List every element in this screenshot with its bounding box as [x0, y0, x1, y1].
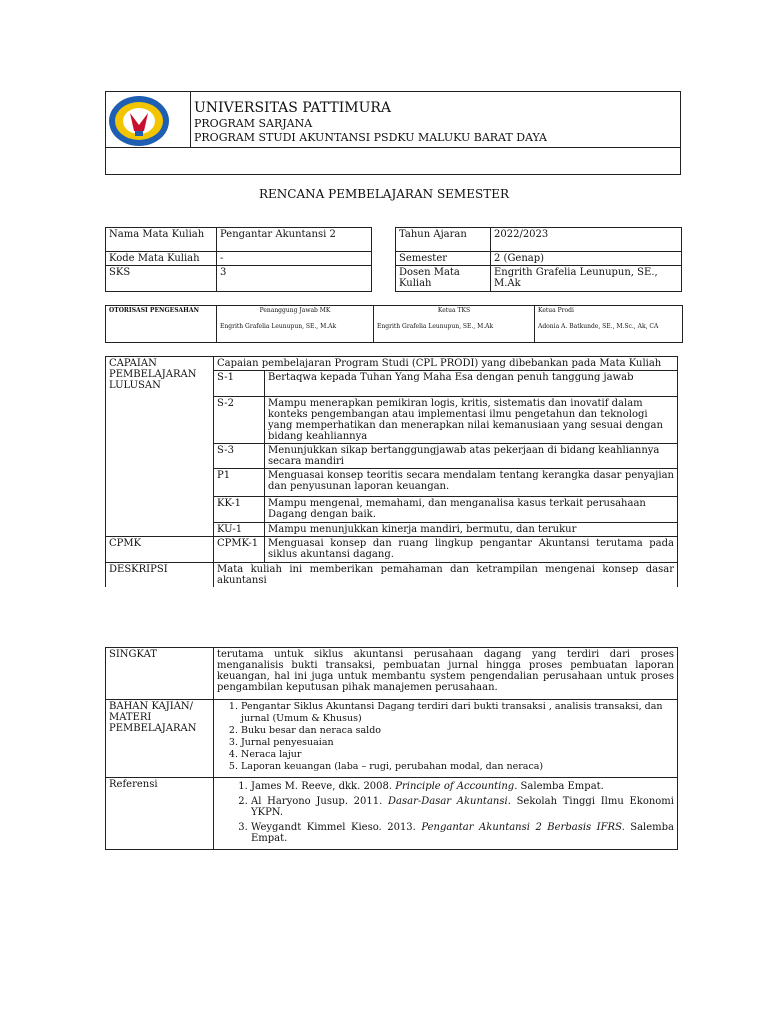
- authorization-col-2: [374, 306, 535, 343]
- cpl-text: Menguasai konsep teoritis secara mendalam tentang kerangka dasar penyajian dan penyusunan laporan keuangan.: [265, 469, 678, 497]
- description-label-continued: SINGKAT: [106, 648, 214, 700]
- course-coordinator-name: Engrith Grafelia Leunupun, SE., M.Ak: [220, 323, 337, 330]
- lecturer-label: Dosen Mata Kuliah: [396, 266, 491, 292]
- cpl-code: KK-1: [214, 497, 265, 523]
- description-text-part2: terutama untuk siklus akuntansi perusahaan dagang yang terdiri dari proses menganalisis bukti transaksi, pembuatan jurnal hingga proses pembuatan laporan keuangan, hal ini juga untuk membantu system pengendalian perusahaan untuk proses pengambilan keputusan pihak manajemen perusahaan.: [214, 648, 678, 700]
- list-item: 5. Laporan keuangan (laba – rugi, perubahan modal, dan neraca): [241, 761, 674, 773]
- list-item: 3. Weygandt Kimmel Kieso. 2013. Pengantar Akuntansi 2 Berbasis IFRS. Salemba Empat.: [251, 822, 674, 845]
- list-item: 3. Jurnal penyesuaian: [241, 737, 674, 749]
- authorization-col-1: [217, 306, 374, 343]
- list-item: 1. James M. Reeve, dkk. 2008. Principle of Accounting. Salemba Empat.: [251, 781, 674, 793]
- header-divider: [190, 91, 191, 147]
- list-item: 2. Buku besar dan neraca saldo: [241, 725, 674, 737]
- references-cell: [214, 778, 678, 850]
- academic-year-value: 2022/2023: [491, 228, 682, 252]
- course-code-label: Kode Mata Kuliah: [106, 252, 217, 266]
- materials-list: [217, 701, 674, 773]
- page-title: RENCANA PEMBELAJARAN SEMESTER: [259, 187, 509, 201]
- course-name-label: Nama Mata Kuliah: [106, 228, 217, 252]
- list-item: 1. Pengantar Siklus Akuntansi Dagang terdiri dari bukti transaksi , analisis transaksi, dan jurnal (Umum & Khusus): [241, 701, 674, 725]
- cpl-label: CAPAIAN PEMBELAJARAN LULUSAN: [106, 357, 214, 537]
- cpl-text: Mampu menunjukkan kinerja mandiri, bermutu, dan terukur: [265, 523, 678, 537]
- references-list: [217, 781, 674, 845]
- authorization-table: [105, 305, 683, 343]
- description-text-part1: Mata kuliah ini memberikan pemahaman dan ketrampilan mengenai konsep dasar akuntansi: [214, 563, 678, 588]
- program-head-title: Ketua Prodi: [538, 307, 574, 314]
- lecturer-value: Engrith Grafelia Leunupun, SE., M.Ak: [491, 266, 682, 292]
- cpl-code: S-3: [214, 444, 265, 469]
- cpl-text: Mampu mengenal, memahami, dan menganalisa kasus terkait perusahaan Dagang dengan baik.: [265, 497, 678, 523]
- materials-label: BAHAN KAJIAN/ MATERI PEMBELAJARAN: [106, 700, 214, 778]
- cpl-text: Mampu menerapkan pemikiran logis, kritis, sistematis dan inovatif dalam konteks pengembangan atau implementasi ilmu pengetahun dan teknologi yang memperhatikan dan menerapkan nilai kemanusiaan yang sesuai dengan bidang keahliannya: [265, 397, 678, 444]
- tks-head-title: Ketua TKS: [437, 307, 471, 314]
- cpl-code: S-1: [214, 371, 265, 397]
- cpl-code: KU-1: [214, 523, 265, 537]
- cpmk-text: Menguasai konsep dan ruang lingkup pengantar Akuntansi terutama pada siklus akuntansi dagang.: [265, 537, 678, 563]
- cpl-intro: Capaian pembelajaran Program Studi (CPL PRODI) yang dibebankan pada Mata Kuliah: [214, 357, 678, 371]
- course-info-right-table: [395, 227, 682, 292]
- learning-outcomes-table: [105, 356, 678, 587]
- authorization-col-3: [535, 306, 683, 343]
- tks-head-name: Engrith Grafelia Leunupun, SE., M.Ak: [377, 323, 494, 330]
- course-info-left-table: [105, 227, 372, 292]
- description-label: DESKRIPSI: [106, 563, 214, 588]
- cpl-text: Menunjukkan sikap bertanggungjawab atas pekerjaan di bidang keahliannya secara mandiri: [265, 444, 678, 469]
- course-code-value: -: [217, 252, 372, 266]
- university-seal-icon: [108, 95, 170, 147]
- authorization-label: OTORISASI PENGESAHAN: [106, 306, 217, 343]
- university-name: UNIVERSITAS PATTIMURA: [194, 100, 392, 116]
- credits-value: 3: [217, 266, 372, 292]
- semester-label: Semester: [396, 252, 491, 266]
- materials-cell: [214, 700, 678, 778]
- cpmk-label: CPMK: [106, 537, 214, 563]
- header-divider-horizontal: [105, 147, 681, 148]
- study-program-name: PROGRAM STUDI AKUNTANSI PSDKU MALUKU BARAT DAYA: [194, 131, 547, 144]
- credits-label: SKS: [106, 266, 217, 292]
- cpl-text: Bertaqwa kepada Tuhan Yang Maha Esa dengan penuh tanggung jawab: [265, 371, 678, 397]
- cpl-code: S-2: [214, 397, 265, 444]
- cpl-code: P1: [214, 469, 265, 497]
- course-name-value: Pengantar Akuntansi 2: [217, 228, 372, 252]
- list-item: 2. Al Haryono Jusup. 2011. Dasar-Dasar Akuntansi. Sekolah Tinggi Ilmu Ekonomi YKPN.: [251, 796, 674, 819]
- course-coordinator-title: Penanggung Jawab MK: [259, 307, 331, 314]
- cpmk-code: CPMK-1: [214, 537, 265, 563]
- list-item: 4. Neraca lajur: [241, 749, 674, 761]
- academic-year-label: Tahun Ajaran: [396, 228, 491, 252]
- course-content-table: [105, 647, 678, 850]
- semester-value: 2 (Genap): [491, 252, 682, 266]
- program-head-name: Adonia A. Batkunde, SE., M.Sc., Ak, CA: [538, 323, 659, 330]
- program-name: PROGRAM SARJANA: [194, 117, 313, 130]
- references-label: Referensi: [106, 778, 214, 850]
